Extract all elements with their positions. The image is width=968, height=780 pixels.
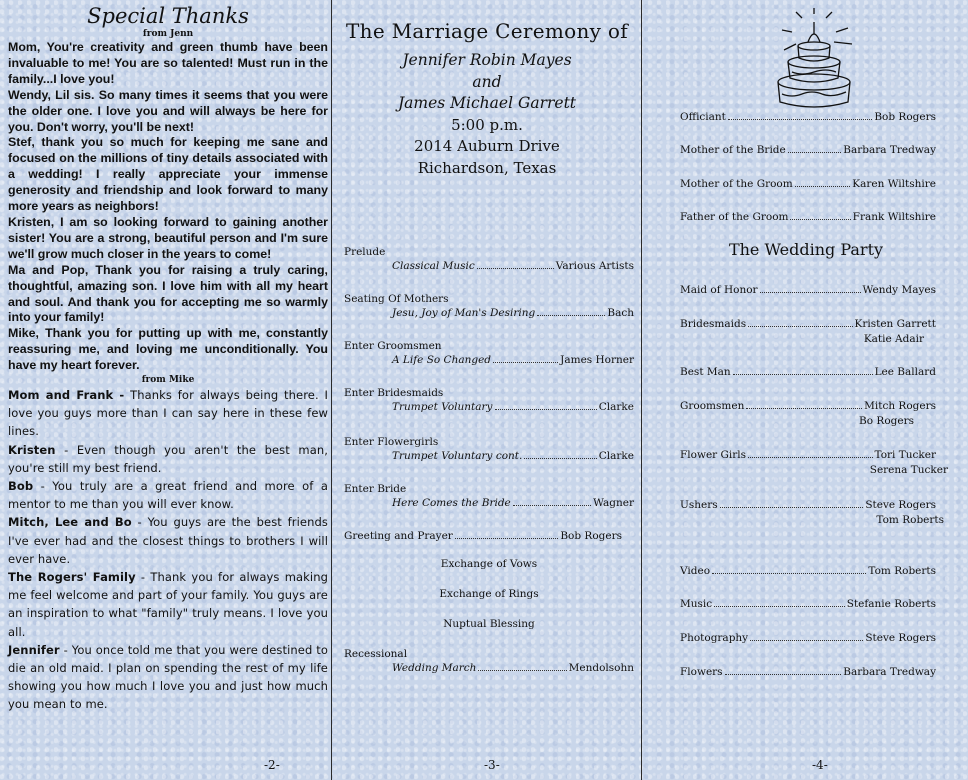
thanks-name: Kristen — [8, 214, 51, 229]
program-piece: Trumpet Voluntary cont. — [392, 450, 523, 462]
party-line — [680, 365, 936, 379]
party-row — [680, 597, 936, 611]
official-row — [680, 210, 936, 224]
page-2-special-thanks — [8, 0, 328, 780]
ceremony-city: Richardson, Texas — [417, 158, 557, 177]
dot-leader — [478, 670, 566, 671]
program-line — [344, 661, 634, 675]
dot-leader — [746, 408, 862, 409]
program-performer: Mendolsohn — [568, 662, 634, 674]
thanks-text: , I am so looking forward to gaining another sister! You are a strong, beautiful person and I'm sure we'll grow much closer in the years to come! — [8, 214, 328, 261]
party-row — [680, 665, 936, 679]
program-performer: Bach — [607, 307, 634, 319]
second-name: Tom Roberts — [876, 514, 944, 526]
party-row — [680, 498, 944, 529]
thanks-text: , Lil sis. So many times it seems that you were the older one. I love you and will always be here for you. Don't worry, you'll be next! — [8, 87, 328, 134]
program-line — [344, 306, 634, 320]
rings-item: Exchange of Rings — [439, 588, 539, 600]
official-row — [680, 143, 936, 157]
thanks-entry — [8, 263, 328, 327]
party-row — [680, 631, 936, 645]
party-row — [680, 448, 948, 479]
program-heading: Enter Bridesmaids — [344, 387, 444, 399]
role-label: Bridesmaids — [680, 318, 747, 330]
party-line — [680, 283, 936, 297]
thanks-name: Wendy — [8, 87, 48, 102]
program-piece: Jesu, Joy of Man's Desiring — [392, 307, 536, 319]
person-name: Steve Rogers — [865, 499, 936, 511]
program-piece: Classical Music — [392, 260, 475, 272]
person-name: Lee Ballard — [874, 366, 936, 378]
role-label: Photography — [680, 632, 749, 644]
second-name: Bo Rogers — [859, 415, 914, 427]
program-item — [344, 386, 634, 414]
role-label: Video — [680, 565, 711, 577]
program-line — [344, 353, 634, 367]
thanks-entry — [8, 40, 328, 88]
bride-name: Jennifer Robin Mayes — [402, 51, 572, 69]
dot-leader — [495, 409, 597, 410]
program-piece: Here Comes the Bride — [392, 497, 511, 509]
thanks-text: , thank you so much for keeping me sane and focused on the millions of tiny details associated with a wedding! I really appreciate your immense generosity and friendship and look forward to many more years as neighbors! — [8, 135, 328, 214]
page-number: -2- — [264, 758, 280, 772]
dot-leader — [750, 640, 863, 641]
program-item — [344, 647, 634, 675]
dot-leader — [748, 326, 852, 327]
program-item — [344, 245, 634, 273]
thanks-entry — [8, 88, 328, 136]
ceremony-address: 2014 Auburn Drive — [414, 137, 560, 155]
thanks-text: , You're creativity and green thumb have been invaluable to me! You are so talented! Must run in the family...I love you! — [8, 40, 328, 86]
program-performer: Clarke — [598, 450, 634, 462]
dot-leader — [493, 362, 558, 363]
party-row — [680, 564, 936, 578]
official-row — [680, 110, 936, 124]
blessing-item: Nuptual Blessing — [443, 618, 535, 630]
thanks-text: - Thank you for always making me feel welcome and part of your family. You guys are an inspiration to what "family" truly means. I love you all. — [8, 570, 328, 639]
thanks-entry — [8, 441, 328, 477]
program-performer: Clarke — [598, 401, 634, 413]
thanks-entry — [8, 641, 328, 714]
page-divider-left — [331, 0, 332, 780]
role-label: Officiant — [680, 111, 726, 123]
thanks-text: - You guys are the best friends I've ever had and the closest things to brothers I will ever have. — [8, 515, 328, 566]
thanks-entry — [8, 386, 328, 441]
thanks-entry — [8, 477, 328, 513]
from-mike-heading: from Mike — [141, 375, 195, 386]
role-label: Best Man — [680, 366, 731, 378]
second-name: Serena Tucker — [869, 464, 948, 476]
party-line — [680, 597, 936, 611]
party-row — [680, 283, 936, 297]
thanks-name: Kristen — [8, 442, 56, 457]
dot-leader — [714, 606, 845, 607]
role-label: Flowers — [680, 666, 723, 678]
role-label: Flower Girls — [680, 449, 747, 461]
thanks-name: Mom — [8, 40, 37, 54]
program-piece: Wedding March — [392, 662, 477, 674]
thanks-text: Thanks for always being there. I love you guys more than I can say here in these few lines. — [8, 388, 328, 439]
groom-name: James Michael Garrett — [397, 94, 577, 112]
person-name: Karen Wiltshire — [852, 178, 936, 190]
party-line — [680, 399, 936, 413]
wedding-cake-icon — [762, 4, 872, 114]
second-name: Katie Adair — [863, 333, 924, 345]
page-4-wedding-party — [644, 0, 968, 780]
program-item — [344, 482, 634, 510]
jenn-thanks-list — [8, 40, 328, 374]
page-number: -4- — [812, 758, 828, 772]
role-label: Maid of Honor — [680, 284, 758, 296]
dot-leader — [720, 507, 864, 508]
person-name: Barbara Tredway — [843, 144, 936, 156]
program-heading: Seating Of Mothers — [344, 293, 449, 305]
program-heading: Enter Flowergirls — [344, 436, 439, 448]
program-line — [344, 400, 634, 414]
person-name: Tom Roberts — [868, 565, 936, 577]
ceremony-time: 5:00 p.m. — [451, 115, 523, 134]
program-performer: James Horner — [560, 354, 634, 366]
program-heading: Enter Groomsmen — [344, 340, 442, 352]
person-name: Stefanie Roberts — [846, 598, 936, 610]
role-label: Ushers — [680, 499, 718, 511]
thanks-text: , Thank you for raising a truly caring, thoughtful, amazing son. I love him with all my heart and soul. And thank you for accepting me so warmly into your family! — [8, 262, 328, 325]
role-label: Father of the Groom — [680, 211, 789, 223]
party-line — [680, 498, 936, 512]
program-line — [344, 449, 634, 463]
thanks-entry — [8, 568, 328, 641]
official-row — [680, 177, 936, 191]
greeting-item — [344, 529, 634, 543]
party-row — [680, 317, 936, 348]
vows-item: Exchange of Vows — [440, 558, 538, 570]
greeting-name: Bob Rogers — [560, 530, 622, 542]
thanks-name: The Rogers' Family — [8, 570, 136, 585]
role-label: Music — [680, 598, 713, 610]
party-row — [680, 365, 936, 379]
thanks-name: Mitch, Lee and Bo — [8, 515, 132, 530]
person-name: Frank Wiltshire — [852, 211, 936, 223]
dot-leader — [760, 292, 861, 293]
thanks-name: Jennifer — [8, 642, 60, 657]
party-line — [680, 631, 936, 645]
dot-leader — [795, 186, 851, 187]
program-item — [344, 339, 634, 367]
person-name: Barbara Tredway — [843, 666, 936, 678]
dot-leader — [712, 573, 866, 574]
program-heading: Enter Bride — [344, 483, 407, 495]
thanks-name: Ma and Pop — [8, 262, 85, 277]
wedding-party-title: The Wedding Party — [728, 240, 884, 259]
dot-leader — [524, 458, 596, 459]
program-line — [344, 529, 634, 543]
role-label: Mother of the Groom — [680, 178, 793, 190]
thanks-text: - Even though you aren't the best man, you're still my best friend. — [8, 442, 328, 475]
program-heading: Recessional — [344, 648, 408, 660]
greeting-label: Greeting and Prayer — [344, 530, 453, 542]
thanks-text: - You once told me that you were destined to die an old maid. I plan on spending the rest of my life showing you how much I love you and just how much you mean to me. — [8, 642, 328, 712]
party-line — [680, 317, 936, 331]
person-name: Steve Rogers — [865, 632, 936, 644]
person-name: Tori Tucker — [874, 449, 936, 461]
thanks-entry — [8, 513, 328, 568]
page-number: -3- — [484, 758, 500, 772]
dot-leader — [513, 505, 591, 506]
dot-leader — [477, 268, 554, 269]
page-divider-right — [641, 0, 642, 780]
dot-leader — [788, 152, 842, 153]
program-piece: A Life So Changed — [392, 354, 492, 366]
and-word: and — [472, 72, 502, 91]
thanks-entry — [8, 326, 328, 374]
dot-leader — [733, 374, 873, 375]
party-line — [680, 564, 936, 578]
page-3-ceremony — [334, 0, 640, 780]
role-label: Groomsmen — [680, 400, 745, 412]
mike-thanks-list — [8, 386, 328, 714]
program-line — [344, 496, 634, 510]
dot-leader — [725, 674, 842, 675]
program-performer: Wagner — [593, 497, 634, 509]
dot-leader — [537, 315, 605, 316]
special-thanks-title: Special Thanks — [87, 4, 249, 28]
event-details — [334, 115, 640, 180]
from-jenn-heading: from Jenn — [142, 29, 194, 39]
party-line — [680, 448, 936, 462]
dot-leader — [728, 119, 872, 120]
person-name: Wendy Mayes — [862, 284, 936, 296]
ceremony-title: The Marriage Ceremony of — [346, 19, 628, 43]
couple-names — [334, 50, 640, 115]
program-item — [344, 292, 634, 320]
thanks-name: Bob — [8, 479, 34, 494]
dot-leader — [790, 219, 850, 220]
person-name: Bob Rogers — [874, 111, 936, 123]
thanks-name: Stef — [8, 135, 32, 150]
thanks-text: , Thank you for putting up with me, constantly reassuring me, and loving me unconditionally. You have my heart forever. — [8, 326, 328, 373]
thanks-text: - You truly are a great friend and more of a mentor to me than you will ever know. — [8, 479, 328, 512]
program-performer: Various Artists — [555, 260, 634, 272]
program-line — [344, 259, 634, 273]
dot-leader — [748, 457, 872, 458]
program-piece: Trumpet Voluntary — [392, 401, 493, 413]
program-heading: Prelude — [344, 246, 386, 258]
thanks-name: Mom and Frank - — [8, 388, 125, 403]
thanks-entry — [8, 135, 328, 215]
person-name: Kristen Garrett — [854, 318, 936, 330]
program-item — [344, 435, 634, 463]
dot-leader — [455, 538, 559, 539]
thanks-entry — [8, 215, 328, 263]
party-line — [680, 665, 936, 679]
thanks-name: Mike — [8, 326, 36, 341]
person-name: Mitch Rogers — [864, 400, 936, 412]
role-label: Mother of the Bride — [680, 144, 786, 156]
party-row — [680, 399, 936, 430]
